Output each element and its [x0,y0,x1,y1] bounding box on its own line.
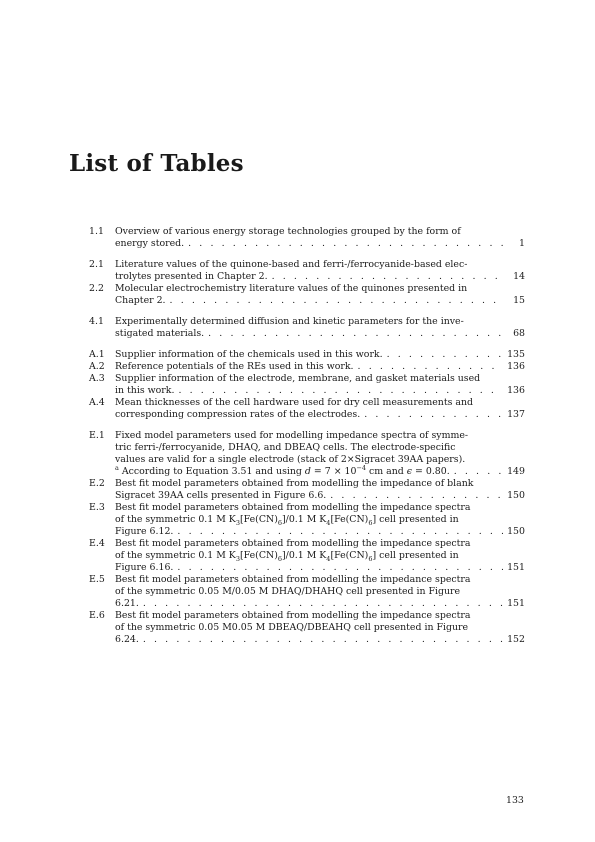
dot-leader [360,409,503,421]
caption-line: Figure 6.16. [115,562,174,573]
math-variable: ϵ [406,466,413,477]
table-number: E.1 [89,430,105,441]
caption-line: Mean thicknesses of the cell hardware used for dry cell measurements and [115,397,474,408]
dot-leader [268,271,503,283]
page-ref[interactable]: 137 [507,409,525,420]
caption-line: 6.21. [115,598,139,609]
page-number: 133 [506,795,524,806]
page-ref[interactable]: 68 [513,328,525,339]
caption-line: Molecular electrochemistry literature values of the quinones presented in [115,283,468,294]
caption-line: stigated materials. [115,328,205,339]
math-variable: d [304,466,311,477]
page-ref[interactable]: 149 [507,466,525,477]
page-ref[interactable]: 151 [507,562,525,573]
page-ref[interactable]: 152 [507,634,525,645]
caption-line: Fixed model parameters used for modelling impedance spectra of symme- [115,430,469,441]
caption-line: Best fit model parameters obtained from modelling the impedance of blank [115,478,474,489]
caption-line: Best fit model parameters obtained from modelling the impedance spectra [115,610,471,621]
page-ref[interactable]: 150 [507,490,525,501]
table-number: E.3 [89,502,105,513]
caption-line: values are valid for a single electrode (stack of 2×Sigracet 39AA papers). [115,454,466,465]
table-entry-e-2[interactable] [89,478,525,502]
chapter-2-group [89,259,525,307]
page-title: List of Tables [69,150,244,177]
dot-leader [139,598,503,610]
table-entry-a-3[interactable] [89,373,525,397]
table-entry-e-4[interactable] [89,538,525,574]
page-ref[interactable]: 15 [513,295,525,306]
appendix-a-group [89,349,525,421]
caption-line: corresponding compression rates of the electrodes. [115,409,361,420]
table-entry-a-1[interactable] [89,349,525,361]
caption-line: Chapter 2. [115,295,166,306]
caption-line: of the symmetric 0.1 M $K_3[Fe(CN)_6]/0.1$ M $K_4[Fe(CN)_6]$ cell presented in [115,514,459,526]
dot-leader [326,490,503,502]
table-number: 2.2 [89,283,104,294]
caption-line: in this work. [115,385,175,396]
table-entry-a-2[interactable] [89,361,525,373]
table-number: E.5 [89,574,105,585]
caption-line: Sigracet 39AA cells presented in Figure 6.6. [115,490,327,501]
table-entry-e-5[interactable] [89,574,525,610]
caption-line: energy stored. [115,238,185,249]
table-number: E.2 [89,478,105,489]
dot-leader [139,634,503,646]
footnote-mark: a [115,463,119,472]
caption-line: Reference potentials of the REs used in this work. [115,361,354,372]
caption-line: of the symmetric 0.1 M $K_3[Fe(CN)_6]/0.1$ M $K_4[Fe(CN)_6]$ cell presented in [115,550,459,562]
table-entry-a-4[interactable] [89,397,525,421]
table-entry-2-1[interactable] [89,259,525,283]
caption-line: Overview of various energy storage technologies grouped by the form of [115,226,461,237]
caption-line: of the symmetric 0.05 M/0.05 M DHAQ/DHAHQ cell presented in Figure [115,586,461,597]
table-entry-e-6[interactable] [89,610,525,646]
dot-leader [174,385,503,397]
dot-leader [184,238,503,250]
caption-line: Best fit model parameters obtained from modelling the impedance spectra [115,538,471,549]
page-ref[interactable]: 151 [507,598,525,609]
table-entry-4-1[interactable] [89,316,525,340]
table-entry-e-3[interactable] [89,502,525,538]
table-entry-e-1[interactable] [89,430,525,478]
table-number: E.4 [89,538,105,549]
table-number: 1.1 [89,226,104,237]
caption-line: Supplier information of the chemicals used in this work. [115,349,383,360]
appendix-e-group [89,430,525,646]
page-ref[interactable]: 136 [507,361,525,372]
caption-line: Figure 6.12. [115,526,174,537]
caption-line: Best fit model parameters obtained from modelling the impedance spectra [115,502,471,513]
dot-leader [173,526,503,538]
chapter-4-group [89,316,525,340]
table-number: 4.1 [89,316,104,327]
table-number: A.3 [89,373,105,384]
table-number: E.6 [89,610,105,621]
caption-line: tric ferri-/ferrocyanide, DHAQ, and DBEAQ cells. The electrode-specific [115,442,456,453]
dot-leader [204,328,503,340]
table-number: A.4 [89,397,105,408]
dot-leader [383,349,503,361]
caption-line: of the symmetric 0.05 M0.05 M DBEAQ/DBEAHQ cell presented in Figure [115,622,469,633]
chapter-1-group [89,226,525,250]
caption-line: Literature values of the quinone-based and ferri-/ferrocyanide-based elec- [115,259,468,270]
caption-line: Supplier information of the electrode, membrane, and gasket materials used [115,373,481,384]
dot-leader [173,562,503,574]
page-ref[interactable]: 14 [513,271,525,282]
dot-leader [354,361,503,373]
page-ref[interactable]: 150 [507,526,525,537]
caption-line: 6.24. [115,634,139,645]
footnote-line: $^a$ According to Equation 3.51 and using $d = 7 \times 10^{-4}$ cm and ϵ = 0.80. [115,463,450,477]
exponent: −4 [356,463,367,472]
table-number: A.1 [89,349,105,360]
caption-line: Experimentally determined diffusion and kinetic parameters for the inve- [115,316,464,327]
dot-leader [450,466,503,478]
page-ref[interactable]: 136 [507,385,525,396]
table-number: 2.1 [89,259,104,270]
caption-line: trolytes presented in Chapter 2. [115,271,268,282]
list-of-tables [89,226,525,655]
page-ref[interactable]: 135 [507,349,525,360]
table-entry-2-2[interactable] [89,283,525,307]
caption-line: Best fit model parameters obtained from modelling the impedance spectra [115,574,471,585]
page-ref[interactable]: 1 [519,238,525,249]
table-number: A.2 [89,361,105,372]
dot-leader [166,295,503,307]
table-entry-1-1[interactable] [89,226,525,250]
